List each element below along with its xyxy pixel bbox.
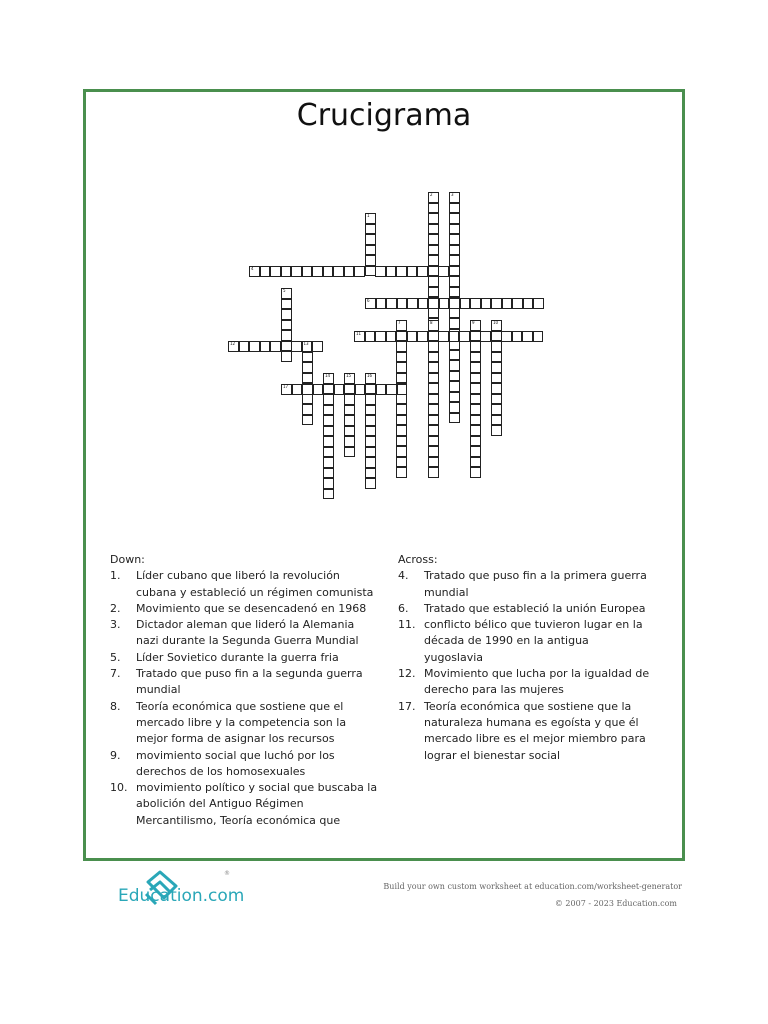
crossword-cell[interactable] bbox=[397, 298, 408, 309]
crossword-cell[interactable] bbox=[312, 266, 323, 277]
crossword-cell[interactable] bbox=[292, 384, 303, 395]
crossword-cell[interactable] bbox=[459, 331, 470, 342]
crossword-cell[interactable] bbox=[396, 457, 407, 468]
clue-number: 11. bbox=[398, 618, 416, 632]
clue-text: movimiento social que luchó por los derechos de los homosexuales bbox=[136, 748, 335, 778]
crossword-cell[interactable] bbox=[386, 298, 397, 309]
crossword-cell[interactable] bbox=[260, 341, 271, 352]
crossword-cell[interactable] bbox=[449, 192, 460, 203]
crossword-cell[interactable] bbox=[470, 320, 481, 331]
clue-number: 4. bbox=[398, 569, 409, 583]
crossword-cell[interactable] bbox=[470, 467, 481, 478]
crossword-cell[interactable] bbox=[302, 415, 313, 426]
crossword-cell[interactable] bbox=[323, 373, 334, 384]
crossword-cell[interactable] bbox=[523, 298, 534, 309]
crossword-cell[interactable] bbox=[417, 331, 428, 342]
crossword-cell[interactable] bbox=[396, 320, 407, 331]
crossword-cell[interactable] bbox=[396, 467, 407, 478]
crossword-cell[interactable] bbox=[428, 436, 439, 447]
crossword-cell[interactable] bbox=[491, 331, 502, 342]
crossword-cell[interactable] bbox=[491, 341, 502, 352]
crossword-cell[interactable] bbox=[344, 436, 355, 447]
crossword-cell[interactable] bbox=[302, 394, 313, 405]
crossword-cell[interactable] bbox=[512, 298, 523, 309]
crossword-cell[interactable] bbox=[438, 331, 449, 342]
crossword-cell[interactable] bbox=[428, 192, 439, 203]
crossword-cell[interactable] bbox=[281, 309, 292, 320]
cell-number: 14 bbox=[325, 373, 331, 378]
clue-text: Líder Sovietico durante la guerra fria bbox=[136, 650, 339, 664]
crossword-cell[interactable] bbox=[302, 373, 313, 384]
crossword-cell[interactable] bbox=[449, 371, 460, 382]
clue-number: 3. bbox=[110, 618, 121, 632]
crossword-cell[interactable] bbox=[376, 298, 387, 309]
crossword-cell[interactable] bbox=[491, 425, 502, 436]
crossword-cell[interactable] bbox=[396, 266, 407, 277]
crossword-cell[interactable] bbox=[396, 446, 407, 457]
crossword-cell[interactable] bbox=[428, 373, 439, 384]
clue-text: Teoría económica que sostiene que el mercado libre y la competencia son la mejor forma de asignar los recursos bbox=[136, 699, 347, 746]
crossword-cell[interactable] bbox=[344, 415, 355, 426]
crossword-cell[interactable] bbox=[522, 331, 533, 342]
crossword-cell[interactable] bbox=[323, 447, 334, 458]
clue-item bbox=[110, 650, 378, 666]
clue-item bbox=[110, 780, 378, 829]
crossword-cell[interactable] bbox=[470, 298, 481, 309]
down-heading: Down: bbox=[110, 553, 145, 566]
clue-text: Movimiento que se desencadenó en 1968 bbox=[136, 601, 367, 615]
crossword-cell[interactable] bbox=[291, 341, 302, 352]
cell-number: 1 bbox=[367, 213, 370, 218]
crossword-cell[interactable] bbox=[365, 468, 376, 479]
crossword-cell[interactable] bbox=[323, 384, 334, 395]
crossword-cell[interactable] bbox=[396, 394, 407, 405]
crossword-cell[interactable] bbox=[491, 383, 502, 394]
crossword-cell[interactable] bbox=[396, 436, 407, 447]
crossword-cell[interactable] bbox=[313, 384, 324, 395]
crossword-cell[interactable] bbox=[365, 224, 376, 235]
crossword-cell[interactable] bbox=[428, 298, 439, 309]
cell-number: 5 bbox=[283, 288, 286, 293]
crossword-cell[interactable] bbox=[460, 298, 471, 309]
crossword-cell[interactable] bbox=[396, 425, 407, 436]
clue-item bbox=[398, 568, 650, 601]
crossword-cell[interactable] bbox=[470, 415, 481, 426]
crossword-cell[interactable] bbox=[302, 266, 313, 277]
crossword-cell[interactable] bbox=[365, 234, 376, 245]
clue-number: 5. bbox=[110, 650, 121, 664]
crossword-cell[interactable] bbox=[428, 276, 439, 287]
crossword-cell[interactable] bbox=[239, 341, 250, 352]
crossword-cell[interactable] bbox=[449, 381, 460, 392]
crossword-cell[interactable] bbox=[449, 392, 460, 403]
crossword-cell[interactable] bbox=[449, 287, 460, 298]
crossword-cell[interactable] bbox=[375, 331, 386, 342]
clue-item bbox=[110, 699, 378, 748]
crossword-cell[interactable] bbox=[449, 308, 460, 319]
crossword-cell[interactable] bbox=[428, 213, 439, 224]
crossword-cell[interactable] bbox=[344, 266, 355, 277]
crossword-cell[interactable] bbox=[344, 405, 355, 416]
page-title: Crucigrama bbox=[296, 98, 472, 133]
crossword-cell[interactable] bbox=[449, 203, 460, 214]
crossword-cell[interactable] bbox=[281, 288, 292, 299]
registered-mark: ® bbox=[224, 870, 230, 877]
crossword-cell[interactable] bbox=[323, 478, 334, 489]
crossword-cell[interactable] bbox=[428, 255, 439, 266]
clue-item bbox=[110, 666, 378, 699]
clue-item bbox=[110, 601, 378, 617]
crossword-cell[interactable] bbox=[449, 234, 460, 245]
across-clue-list bbox=[398, 568, 650, 764]
crossword-cell[interactable] bbox=[449, 360, 460, 371]
crossword-cell[interactable] bbox=[428, 234, 439, 245]
crossword-cell[interactable] bbox=[281, 299, 292, 310]
crossword-cell[interactable] bbox=[533, 331, 544, 342]
crossword-cell[interactable] bbox=[428, 287, 439, 298]
crossword-cell[interactable] bbox=[302, 341, 313, 352]
crossword-cell[interactable] bbox=[449, 245, 460, 256]
crossword-cell[interactable] bbox=[428, 415, 439, 426]
crossword-cell[interactable] bbox=[365, 436, 376, 447]
clue-number: 2. bbox=[110, 601, 121, 615]
cell-number: 12 bbox=[230, 341, 236, 346]
crossword-cell[interactable] bbox=[439, 298, 450, 309]
crossword-cell[interactable] bbox=[386, 384, 397, 395]
crossword-cell[interactable] bbox=[428, 446, 439, 457]
crossword-cell[interactable] bbox=[407, 266, 418, 277]
crossword-cell[interactable] bbox=[397, 384, 408, 395]
clue-text: Tratado que puso fin a la segunda guerra mundial bbox=[136, 667, 363, 697]
clue-text: Teoría económica que sostiene que la naturaleza humana es egoísta y que él mercado libre es el mejor miembro para lograr el bienestar social bbox=[424, 699, 646, 762]
crossword-cell[interactable] bbox=[354, 331, 365, 342]
clue-text: Movimiento que lucha por la igualdad de derecho para las mujeres bbox=[424, 667, 650, 697]
clue-number: 10. bbox=[110, 781, 128, 795]
down-clue-list bbox=[110, 568, 378, 829]
crossword-cell[interactable] bbox=[344, 384, 355, 395]
crossword-cell[interactable] bbox=[323, 415, 334, 426]
crossword-cell[interactable] bbox=[386, 266, 397, 277]
crossword-cell[interactable] bbox=[449, 266, 460, 277]
crossword-cell[interactable] bbox=[428, 457, 439, 468]
clue-number: 9. bbox=[110, 748, 121, 762]
crossword-cell[interactable] bbox=[249, 266, 260, 277]
crossword-cell[interactable] bbox=[344, 447, 355, 458]
clue-number: 1. bbox=[110, 569, 121, 583]
crossword-cell[interactable] bbox=[260, 266, 271, 277]
footer-copyright: © 2007 - 2023 Education.com bbox=[554, 899, 677, 908]
crossword-cell[interactable] bbox=[386, 331, 397, 342]
crossword-cell[interactable] bbox=[365, 384, 376, 395]
clue-number: 7. bbox=[110, 667, 121, 681]
crossword-cell[interactable] bbox=[449, 255, 460, 266]
crossword-cell[interactable] bbox=[302, 352, 313, 363]
crossword-cell[interactable] bbox=[428, 383, 439, 394]
crossword-cell[interactable] bbox=[428, 203, 439, 214]
crossword-cell[interactable] bbox=[333, 266, 344, 277]
crossword-cell[interactable] bbox=[365, 245, 376, 256]
crossword-cell[interactable] bbox=[470, 341, 481, 352]
crossword-cell[interactable] bbox=[428, 352, 439, 363]
cell-number: 7 bbox=[398, 320, 401, 325]
crossword-cell[interactable] bbox=[270, 341, 281, 352]
crossword-cell[interactable] bbox=[365, 213, 376, 224]
clue-item bbox=[110, 748, 378, 781]
crossword-cell[interactable] bbox=[428, 362, 439, 373]
across-heading: Across: bbox=[398, 553, 438, 566]
crossword-cell[interactable] bbox=[491, 298, 502, 309]
crossword-cell[interactable] bbox=[302, 384, 313, 395]
crossword-cell[interactable] bbox=[365, 447, 376, 458]
crossword-cell[interactable] bbox=[428, 245, 439, 256]
crossword-cell[interactable] bbox=[470, 394, 481, 405]
crossword-cell[interactable] bbox=[428, 425, 439, 436]
crossword-cell[interactable] bbox=[449, 350, 460, 361]
crossword-cell[interactable] bbox=[449, 298, 460, 309]
crossword-cell[interactable] bbox=[334, 384, 345, 395]
crossword-cell[interactable] bbox=[470, 373, 481, 384]
clue-item bbox=[110, 568, 378, 601]
crossword-cell[interactable] bbox=[407, 298, 418, 309]
crossword-cell[interactable] bbox=[344, 373, 355, 384]
crossword-cell[interactable] bbox=[365, 331, 376, 342]
clue-text: movimiento político y social que buscaba la abolición del Antiguo Régimen Mercantilismo, Teoría económica que bbox=[136, 781, 378, 827]
crossword-cell[interactable] bbox=[291, 266, 302, 277]
crossword-cell[interactable] bbox=[470, 446, 481, 457]
clue-number: 8. bbox=[110, 699, 121, 713]
crossword-cell[interactable] bbox=[470, 362, 481, 373]
crossword-cell[interactable] bbox=[428, 266, 439, 277]
crossword-cell[interactable] bbox=[428, 394, 439, 405]
crossword-cell[interactable] bbox=[281, 384, 292, 395]
crossword-cell[interactable] bbox=[365, 405, 376, 416]
cell-number: 15 bbox=[346, 373, 352, 378]
crossword-cell[interactable] bbox=[396, 331, 407, 342]
crossword-cell[interactable] bbox=[449, 402, 460, 413]
crossword-cell[interactable] bbox=[470, 404, 481, 415]
crossword-cell[interactable] bbox=[438, 266, 449, 277]
crossword-cell[interactable] bbox=[470, 436, 481, 447]
crossword-cell[interactable] bbox=[491, 362, 502, 373]
cell-number: 2 bbox=[430, 192, 433, 197]
crossword-cell[interactable] bbox=[396, 373, 407, 384]
clue-text: Tratado que estableció la unión Europea bbox=[424, 601, 646, 615]
crossword-cell[interactable] bbox=[449, 224, 460, 235]
crossword-cell[interactable] bbox=[491, 394, 502, 405]
clue-text: Líder cubano que liberó la revolución cubana y estableció un régimen comunista bbox=[136, 569, 374, 599]
crossword-cell[interactable] bbox=[281, 266, 292, 277]
crossword-cell[interactable] bbox=[396, 341, 407, 352]
crossword-cell[interactable] bbox=[323, 426, 334, 437]
crossword-cell[interactable] bbox=[323, 266, 334, 277]
cell-number: 6 bbox=[367, 298, 370, 303]
crossword-cell[interactable] bbox=[365, 478, 376, 489]
crossword-cell[interactable] bbox=[396, 352, 407, 363]
crossword-cell[interactable] bbox=[228, 341, 239, 352]
crossword-cell[interactable] bbox=[396, 362, 407, 373]
clue-item bbox=[398, 666, 650, 699]
crossword-cell[interactable] bbox=[323, 436, 334, 447]
crossword-cell[interactable] bbox=[323, 405, 334, 416]
clue-number: 6. bbox=[398, 601, 409, 615]
crossword-cell[interactable] bbox=[365, 426, 376, 437]
crossword-cell[interactable] bbox=[396, 404, 407, 415]
crossword-cell[interactable] bbox=[323, 468, 334, 479]
crossword-cell[interactable] bbox=[428, 320, 439, 331]
clue-number: 12. bbox=[398, 667, 416, 681]
clue-text: Tratado que puso fin a la primera guerra mundial bbox=[424, 569, 647, 599]
clue-item bbox=[398, 699, 650, 764]
crossword-cell[interactable] bbox=[470, 352, 481, 363]
cell-number: 13 bbox=[303, 341, 309, 346]
crossword-cell[interactable] bbox=[281, 341, 292, 352]
crossword-cell[interactable] bbox=[354, 266, 365, 277]
crossword-cell[interactable] bbox=[302, 404, 313, 415]
crossword-cell[interactable] bbox=[302, 362, 313, 373]
crossword-cell[interactable] bbox=[470, 331, 481, 342]
crossword-cell[interactable] bbox=[344, 426, 355, 437]
crossword-cell[interactable] bbox=[365, 298, 376, 309]
crossword-cell[interactable] bbox=[449, 413, 460, 424]
crossword-cell[interactable] bbox=[428, 308, 439, 319]
cell-number: 17 bbox=[283, 384, 289, 389]
cell-number: 16 bbox=[367, 373, 373, 378]
crossword-cell[interactable] bbox=[480, 331, 491, 342]
clue-item bbox=[398, 617, 650, 666]
crossword-cell[interactable] bbox=[418, 298, 429, 309]
crossword-cell[interactable] bbox=[323, 457, 334, 468]
footer-generator-link[interactable]: Build your own custom worksheet at education.com/worksheet-generator bbox=[383, 882, 682, 891]
crossword-cell[interactable] bbox=[481, 298, 492, 309]
crossword-cell[interactable] bbox=[407, 331, 418, 342]
crossword-cell[interactable] bbox=[355, 384, 366, 395]
crossword-cell[interactable] bbox=[428, 331, 439, 342]
crossword-cell[interactable] bbox=[428, 224, 439, 235]
crossword-cell[interactable] bbox=[323, 394, 334, 405]
cell-number: 9 bbox=[472, 320, 475, 325]
crossword-cell[interactable] bbox=[449, 318, 460, 329]
crossword-cell[interactable] bbox=[491, 373, 502, 384]
crossword-cell[interactable] bbox=[417, 266, 428, 277]
crossword-cell[interactable] bbox=[281, 330, 292, 341]
crossword-cell[interactable] bbox=[365, 266, 376, 277]
crossword-cell[interactable] bbox=[376, 384, 387, 395]
crossword-cell[interactable] bbox=[491, 404, 502, 415]
across-clues bbox=[398, 552, 650, 764]
crossword-cell[interactable] bbox=[501, 331, 512, 342]
crossword-cell[interactable] bbox=[470, 425, 481, 436]
crossword-cell[interactable] bbox=[249, 341, 260, 352]
crossword-cell[interactable] bbox=[344, 394, 355, 405]
clue-item bbox=[398, 601, 650, 617]
crossword-cell[interactable] bbox=[281, 320, 292, 331]
crossword-cell[interactable] bbox=[449, 331, 460, 342]
crossword-cell[interactable] bbox=[365, 457, 376, 468]
crossword-cell[interactable] bbox=[365, 255, 376, 266]
crossword-cell[interactable] bbox=[428, 404, 439, 415]
cell-number: 3 bbox=[451, 192, 454, 197]
crossword-cell[interactable] bbox=[470, 457, 481, 468]
clue-item bbox=[110, 617, 378, 650]
crossword-cell[interactable] bbox=[396, 415, 407, 426]
crossword-cell[interactable] bbox=[428, 467, 439, 478]
crossword-cell[interactable] bbox=[365, 415, 376, 426]
crossword-cell[interactable] bbox=[491, 352, 502, 363]
crossword-cell[interactable] bbox=[491, 320, 502, 331]
crossword-cell[interactable] bbox=[502, 298, 513, 309]
crossword-cell[interactable] bbox=[533, 298, 544, 309]
crossword-cell[interactable] bbox=[375, 266, 386, 277]
crossword-cell[interactable] bbox=[281, 351, 292, 362]
crossword-cell[interactable] bbox=[323, 489, 334, 500]
crossword-cell[interactable] bbox=[512, 331, 523, 342]
brand-name: Education.com bbox=[118, 886, 245, 906]
cell-number: 11 bbox=[356, 331, 362, 336]
crossword-cell[interactable] bbox=[365, 394, 376, 405]
clue-text: conflicto bélico que tuvieron lugar en la década de 1990 en la antigua yugoslavia bbox=[424, 618, 643, 664]
clue-text: Dictador aleman que lideró la Alemania nazi durante la Segunda Guerra Mundial bbox=[136, 618, 359, 648]
cell-number: 8 bbox=[430, 320, 433, 325]
crossword-cell[interactable] bbox=[470, 383, 481, 394]
crossword-cell[interactable] bbox=[270, 266, 281, 277]
crossword-cell[interactable] bbox=[449, 276, 460, 287]
crossword-cell[interactable] bbox=[449, 213, 460, 224]
clue-number: 17. bbox=[398, 699, 416, 713]
cell-number: 10 bbox=[493, 320, 499, 325]
down-clues bbox=[110, 552, 378, 829]
crossword-cell[interactable] bbox=[365, 373, 376, 384]
crossword-cell[interactable] bbox=[491, 415, 502, 426]
crossword-cell[interactable] bbox=[428, 341, 439, 352]
cell-number: 4 bbox=[251, 266, 254, 271]
crossword-cell[interactable] bbox=[312, 341, 323, 352]
